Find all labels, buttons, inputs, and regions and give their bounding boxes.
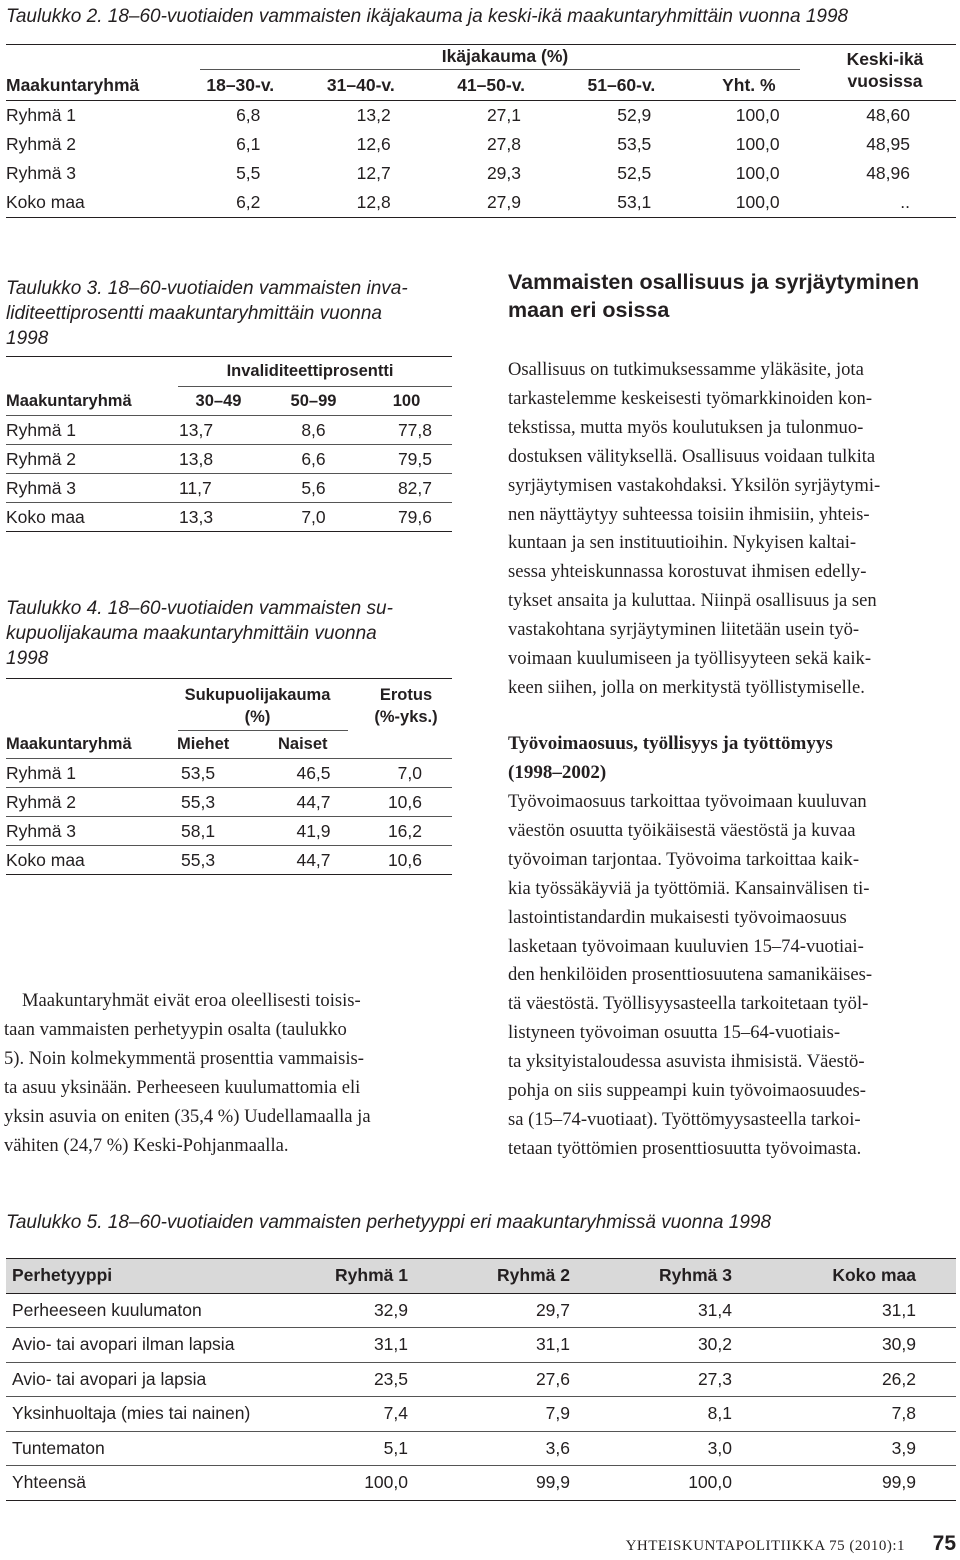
text-line: syrjäytymisen vastakohdaksi. Yksilön syrjäytymi- <box>508 474 881 496</box>
table-row <box>6 445 452 474</box>
table-row <box>6 101 956 131</box>
table3-caption-line: Taulukko 3. 18–60-vuotiaiden vammaisten inva- <box>6 278 408 299</box>
table-cell: 12,6 <box>356 134 391 154</box>
table-cell: 52,9 <box>617 105 652 125</box>
table-cell: 13,7 <box>171 416 266 445</box>
row-label: Koko maa <box>6 846 171 875</box>
table4-col-header: Naiset <box>266 731 361 759</box>
left-paragraph <box>4 987 454 1160</box>
table3-col-region: Maakuntaryhmä <box>6 388 171 416</box>
table-cell: 48,95 <box>866 134 910 154</box>
table4-top-rule <box>6 678 452 679</box>
page-number: 75 <box>932 1532 956 1555</box>
table2-top-rule <box>6 44 956 45</box>
table3-col-header: 30–49 <box>171 388 266 416</box>
table-cell: 29,7 <box>436 1293 598 1328</box>
table4-caption-line: 1998 <box>6 648 49 669</box>
table-cell: 55,3 <box>171 846 266 875</box>
table-row <box>6 1362 956 1397</box>
table-cell: 100,0 <box>735 163 780 183</box>
text-line: Työvoimaosuus tarkoittaa työvoimaan kuuluvan <box>508 791 867 812</box>
table-cell: 31,4 <box>598 1293 760 1328</box>
table-cell: 79,6 <box>361 503 452 532</box>
table-cell: 53,1 <box>535 188 665 218</box>
table-cell: 3,6 <box>436 1431 598 1466</box>
table-cell: 32,9 <box>306 1293 436 1328</box>
text-line: nen näyttäytyy suhteessa toisiin ihmisiin, yhteis- <box>508 503 870 525</box>
table-cell: 44,7 <box>266 788 361 817</box>
table-cell: 12,8 <box>274 188 404 218</box>
table-cell: 7,0 <box>266 503 361 532</box>
table4-diff-header-line1: Erotus <box>379 686 433 704</box>
text-line: kuntaan ja sen instituutioihin. Nykyisen kaltai- <box>508 532 857 554</box>
table-cell: 31,1 <box>760 1293 956 1328</box>
text-line: väestön osuutta työikäisestä väestöstä ja kuvaa <box>508 819 856 841</box>
table2-caption-text: 18–60-vuotiaiden vammaisten ikäjakauma ja keski-ikä maakuntaryhmittäin vuonna 1998 <box>107 6 849 27</box>
table-cell: 5,1 <box>306 1431 436 1466</box>
text-line: yksin asuvia on eniten (35,4 %) Uudellamaalla ja <box>4 1105 371 1127</box>
row-label: Ryhmä 2 <box>6 788 171 817</box>
text-line: tarkastelemme keskeisesti työmarkkinoiden kon- <box>508 387 873 409</box>
table5-col-header: Koko maa <box>760 1259 956 1294</box>
table3-caption-line: 1998 <box>6 328 49 349</box>
table2-col-header: 51–60-v. <box>535 70 665 101</box>
table-row <box>6 1293 956 1328</box>
table-cell: 100,0 <box>735 134 780 154</box>
table3-caption <box>6 276 456 351</box>
table2-col-region: Maakuntaryhmä <box>6 70 166 101</box>
row-label: Ryhmä 1 <box>6 416 171 445</box>
table-cell: 27,9 <box>405 188 535 218</box>
table2-caption <box>6 4 956 29</box>
table2-col-avg <box>796 70 956 101</box>
table4-caption-line: Taulukko 4. 18–60-vuotiaiden vammaisten su- <box>6 598 393 619</box>
table-row <box>6 759 452 788</box>
table-cell: 52,5 <box>617 163 652 183</box>
table3-caption-line: liditeettiprosentti maakuntaryhmittäin vuonna <box>6 303 382 324</box>
table-row <box>6 1466 956 1501</box>
table-cell: 53,5 <box>171 759 266 788</box>
table5-caption-label: Taulukko 5. <box>6 1212 103 1233</box>
table-cell: .. <box>796 188 956 218</box>
table-cell: 7,4 <box>306 1397 436 1432</box>
text-line: tetaan työttömien prosenttiosuutta työvoimasta. <box>508 1137 862 1159</box>
table-cell: 100,0 <box>735 105 780 125</box>
text-line: sa (15–74-vuotiaat). Työttömyysasteella tarkoi- <box>508 1108 861 1130</box>
row-label: Ryhmä 3 <box>6 474 171 503</box>
table2-col-header: 18–30-v. <box>166 70 274 101</box>
text-line: sessa yhteiskunnassa korostuvat ihmisen edelly- <box>508 561 867 583</box>
row-label: Ryhmä 1 <box>6 105 77 125</box>
table-row <box>6 159 956 188</box>
table4-group-header-line1: Sukupuolijakauma <box>184 686 331 704</box>
row-label: Koko maa <box>6 188 166 218</box>
row-label: Ryhmä 2 <box>6 134 77 154</box>
text-line: lastointistandardin mukaisesti työvoimaosuus <box>508 906 847 928</box>
table5-col-header: Ryhmä 3 <box>598 1259 760 1294</box>
table-row <box>6 846 452 875</box>
table-cell: 100,0 <box>598 1466 760 1501</box>
table2-group-header: Ikäjakauma (%) <box>441 46 569 66</box>
text-line: ta yksityistaloudessa asuvista ihmisistä. Väestö- <box>508 1051 865 1073</box>
table5-caption-text: 18–60-vuotiaiden vammaisten perhetyyppi eri maakuntaryhmissä vuonna 1998 <box>107 1212 772 1233</box>
table4-diff-header <box>360 684 452 728</box>
table4-caption <box>6 596 456 671</box>
table-cell: 11,7 <box>171 474 266 503</box>
table-cell: 30,2 <box>598 1328 760 1363</box>
table-row <box>6 1397 956 1432</box>
table2-caption-label: Taulukko 2. <box>6 6 103 27</box>
row-label: Yhteensä <box>6 1466 306 1501</box>
row-label: Ryhmä 1 <box>6 759 171 788</box>
table3-header-row <box>6 388 452 416</box>
table-cell: 53,5 <box>617 134 652 154</box>
row-label: Tuntematon <box>6 1431 306 1466</box>
table4-col-header: Miehet <box>171 731 266 759</box>
table2-header-row <box>6 70 956 101</box>
row-label: Perheeseen kuulumaton <box>6 1293 306 1328</box>
table-cell: 99,9 <box>436 1466 598 1501</box>
table4-group-header-line2: (%) <box>244 708 271 726</box>
table-row <box>6 474 452 503</box>
text-line: Maakuntaryhmät eivät eroa oleellisesti toisis- <box>22 990 361 1011</box>
table3 <box>6 388 452 532</box>
row-label: Ryhmä 3 <box>6 817 171 846</box>
table-cell: 13,8 <box>171 445 266 474</box>
text-line: keen siihen, jolla on merkitystä työllistymiselle. <box>508 676 865 698</box>
table-row <box>6 1328 956 1363</box>
text-line: den henkilöiden prosenttiosuutena samanikäises- <box>508 964 873 986</box>
table5-col-header: Ryhmä 1 <box>306 1259 436 1294</box>
text-line: tekstissa, mutta myös koulutuksen ja tulonmuo- <box>508 416 864 438</box>
table-cell: 8,6 <box>266 416 361 445</box>
table-cell: 27,8 <box>486 134 521 154</box>
table-cell: 46,5 <box>266 759 361 788</box>
table-row <box>6 817 452 846</box>
table-cell: 6,2 <box>166 188 274 218</box>
table3-top-rule <box>6 356 452 357</box>
text-line: voimaan kuulumiseen ja työllisyyteen sekä kaik- <box>508 648 872 670</box>
table-cell: 26,2 <box>760 1362 956 1397</box>
table-cell: 79,5 <box>361 445 452 474</box>
text-line: tä väestöstä. Työllisyysasteella tarkoitetaan työl- <box>508 993 869 1015</box>
table-cell: 6,1 <box>236 134 261 154</box>
section-heading-line: Vammaisten osallisuus ja syrjäytyminen <box>508 270 920 294</box>
table-cell: 29,3 <box>486 163 521 183</box>
table-cell: 6,8 <box>236 105 261 125</box>
table4-group-header <box>170 684 345 728</box>
table-cell: 3,0 <box>598 1431 760 1466</box>
table-cell: 10,6 <box>361 846 452 875</box>
table-row <box>6 130 956 159</box>
table5-header-row <box>6 1259 956 1294</box>
subsection-heading <box>508 730 958 788</box>
table-row <box>6 416 452 445</box>
row-label: Koko maa <box>6 503 171 532</box>
table-cell: 48,60 <box>866 105 910 125</box>
table5-caption <box>6 1210 956 1235</box>
table5 <box>6 1258 956 1501</box>
table2-col-header: 41–50-v. <box>405 70 535 101</box>
row-label: Ryhmä 3 <box>6 163 77 183</box>
table-cell: 99,9 <box>760 1466 956 1501</box>
text-line: taan vammaisten perhetyypin osalta (taulukko <box>4 1018 347 1040</box>
table4 <box>6 731 452 875</box>
table4-col-region: Maakuntaryhmä <box>6 731 171 759</box>
table2-col-header: Yht. % <box>665 70 795 101</box>
table-cell: 12,7 <box>356 163 391 183</box>
table4-diff-header-line2: (%-yks.) <box>374 708 438 726</box>
table-cell: 7,8 <box>760 1397 956 1432</box>
table-cell: 77,8 <box>361 416 452 445</box>
table5-col-header: Perhetyyppi <box>6 1259 306 1294</box>
text-line: tykset ansaita ja kuluttaa. Niinpä osallisuus ja sen <box>508 590 877 612</box>
row-label: Avio- tai avopari ilman lapsia <box>6 1328 306 1363</box>
text-line: ta asuu yksinään. Perheeseen kuulumattomia eli <box>4 1076 361 1098</box>
text-line: vähiten (24,7 %) Keski-Pohjanmaalla. <box>4 1134 289 1156</box>
table2-avg-header-line2: vuosissa <box>847 71 923 91</box>
table-cell: 27,6 <box>436 1362 598 1397</box>
table-row <box>6 1431 956 1466</box>
table-cell: 41,9 <box>266 817 361 846</box>
text-line: listyneen työvoiman osuutta 15–64-vuotiais- <box>508 1022 841 1044</box>
table4-col-diff <box>361 731 452 759</box>
table-cell: 31,1 <box>436 1328 598 1363</box>
table4-header-row <box>6 731 452 759</box>
table-cell: 13,3 <box>171 503 266 532</box>
right-paragraph-1 <box>508 356 956 703</box>
table5-col-header: Ryhmä 2 <box>436 1259 598 1294</box>
table-row <box>6 503 452 532</box>
table-cell: 5,6 <box>266 474 361 503</box>
table-row <box>6 788 452 817</box>
right-paragraph-2 <box>508 788 956 1164</box>
text-line: 5). Noin kolmekymmentä prosenttia vammaisis- <box>4 1047 364 1069</box>
table-cell: 5,5 <box>236 163 261 183</box>
row-label: Yksinhuoltaja (mies tai nainen) <box>6 1397 306 1432</box>
table-cell: 23,5 <box>306 1362 436 1397</box>
table-cell: 48,96 <box>866 163 910 183</box>
footer-journal: YHTEISKUNTAPOLITIIKKA 75 (2010):1 <box>625 1538 905 1554</box>
table-cell: 27,1 <box>486 105 521 125</box>
table3-col-header: 50–99 <box>266 388 361 416</box>
table3-group-rule <box>178 386 452 387</box>
table-cell: 13,2 <box>356 105 391 125</box>
table2 <box>6 70 956 218</box>
table-cell: 44,7 <box>266 846 361 875</box>
table2-col-header: 31–40-v. <box>274 70 404 101</box>
table4-caption-line: kupuolijakauma maakuntaryhmittäin vuonna <box>6 623 377 644</box>
subsection-heading-line: (1998–2002) <box>508 761 607 783</box>
table-cell: 82,7 <box>361 474 452 503</box>
table-cell: 55,3 <box>171 788 266 817</box>
text-line: dostuksen välityksellä. Osallisuus voidaan tulkita <box>508 445 876 467</box>
table-cell: 30,9 <box>760 1328 956 1363</box>
table-cell: 7,0 <box>361 759 452 788</box>
text-line: työvoiman tarjontaa. Työvoima tarkoittaa kaik- <box>508 848 860 870</box>
row-label: Ryhmä 2 <box>6 445 171 474</box>
table2-avg-header-line1: Keski-ikä <box>846 49 924 69</box>
table-cell: 10,6 <box>361 788 452 817</box>
table3-col-header: 100 <box>361 388 452 416</box>
table-cell: 100,0 <box>665 188 795 218</box>
row-label: Avio- tai avopari ja lapsia <box>6 1362 306 1397</box>
table-row <box>6 188 956 218</box>
table-cell: 6,6 <box>266 445 361 474</box>
text-line: pohja on siis suppeampi kuin työvoimaosuudes- <box>508 1080 866 1102</box>
text-line: Osallisuus on tutkimuksessamme yläkäsite, jota <box>508 359 864 380</box>
table-cell: 8,1 <box>598 1397 760 1432</box>
table-cell: 7,9 <box>436 1397 598 1432</box>
table3-group-header: Invaliditeettiprosentti <box>226 362 394 380</box>
table-cell: 3,9 <box>760 1431 956 1466</box>
text-line: vastakohtana syrjäytyminen liitetään usein työ- <box>508 619 860 641</box>
text-line: kia työssäkäyviä ja työttömiä. Kansainvälisen ti- <box>508 877 870 899</box>
table-cell: 58,1 <box>171 817 266 846</box>
section-heading <box>508 268 958 324</box>
table-cell: 16,2 <box>361 817 452 846</box>
table-cell: 100,0 <box>306 1466 436 1501</box>
section-heading-line: maan eri osissa <box>508 298 670 322</box>
text-line: lasketaan työvoimaan kuuluvien 15–74-vuotiai- <box>508 935 864 957</box>
table-cell: 31,1 <box>306 1328 436 1363</box>
subsection-heading-line: Työvoimaosuus, työllisyys ja työttömyys <box>508 733 833 754</box>
table-cell: 27,3 <box>598 1362 760 1397</box>
